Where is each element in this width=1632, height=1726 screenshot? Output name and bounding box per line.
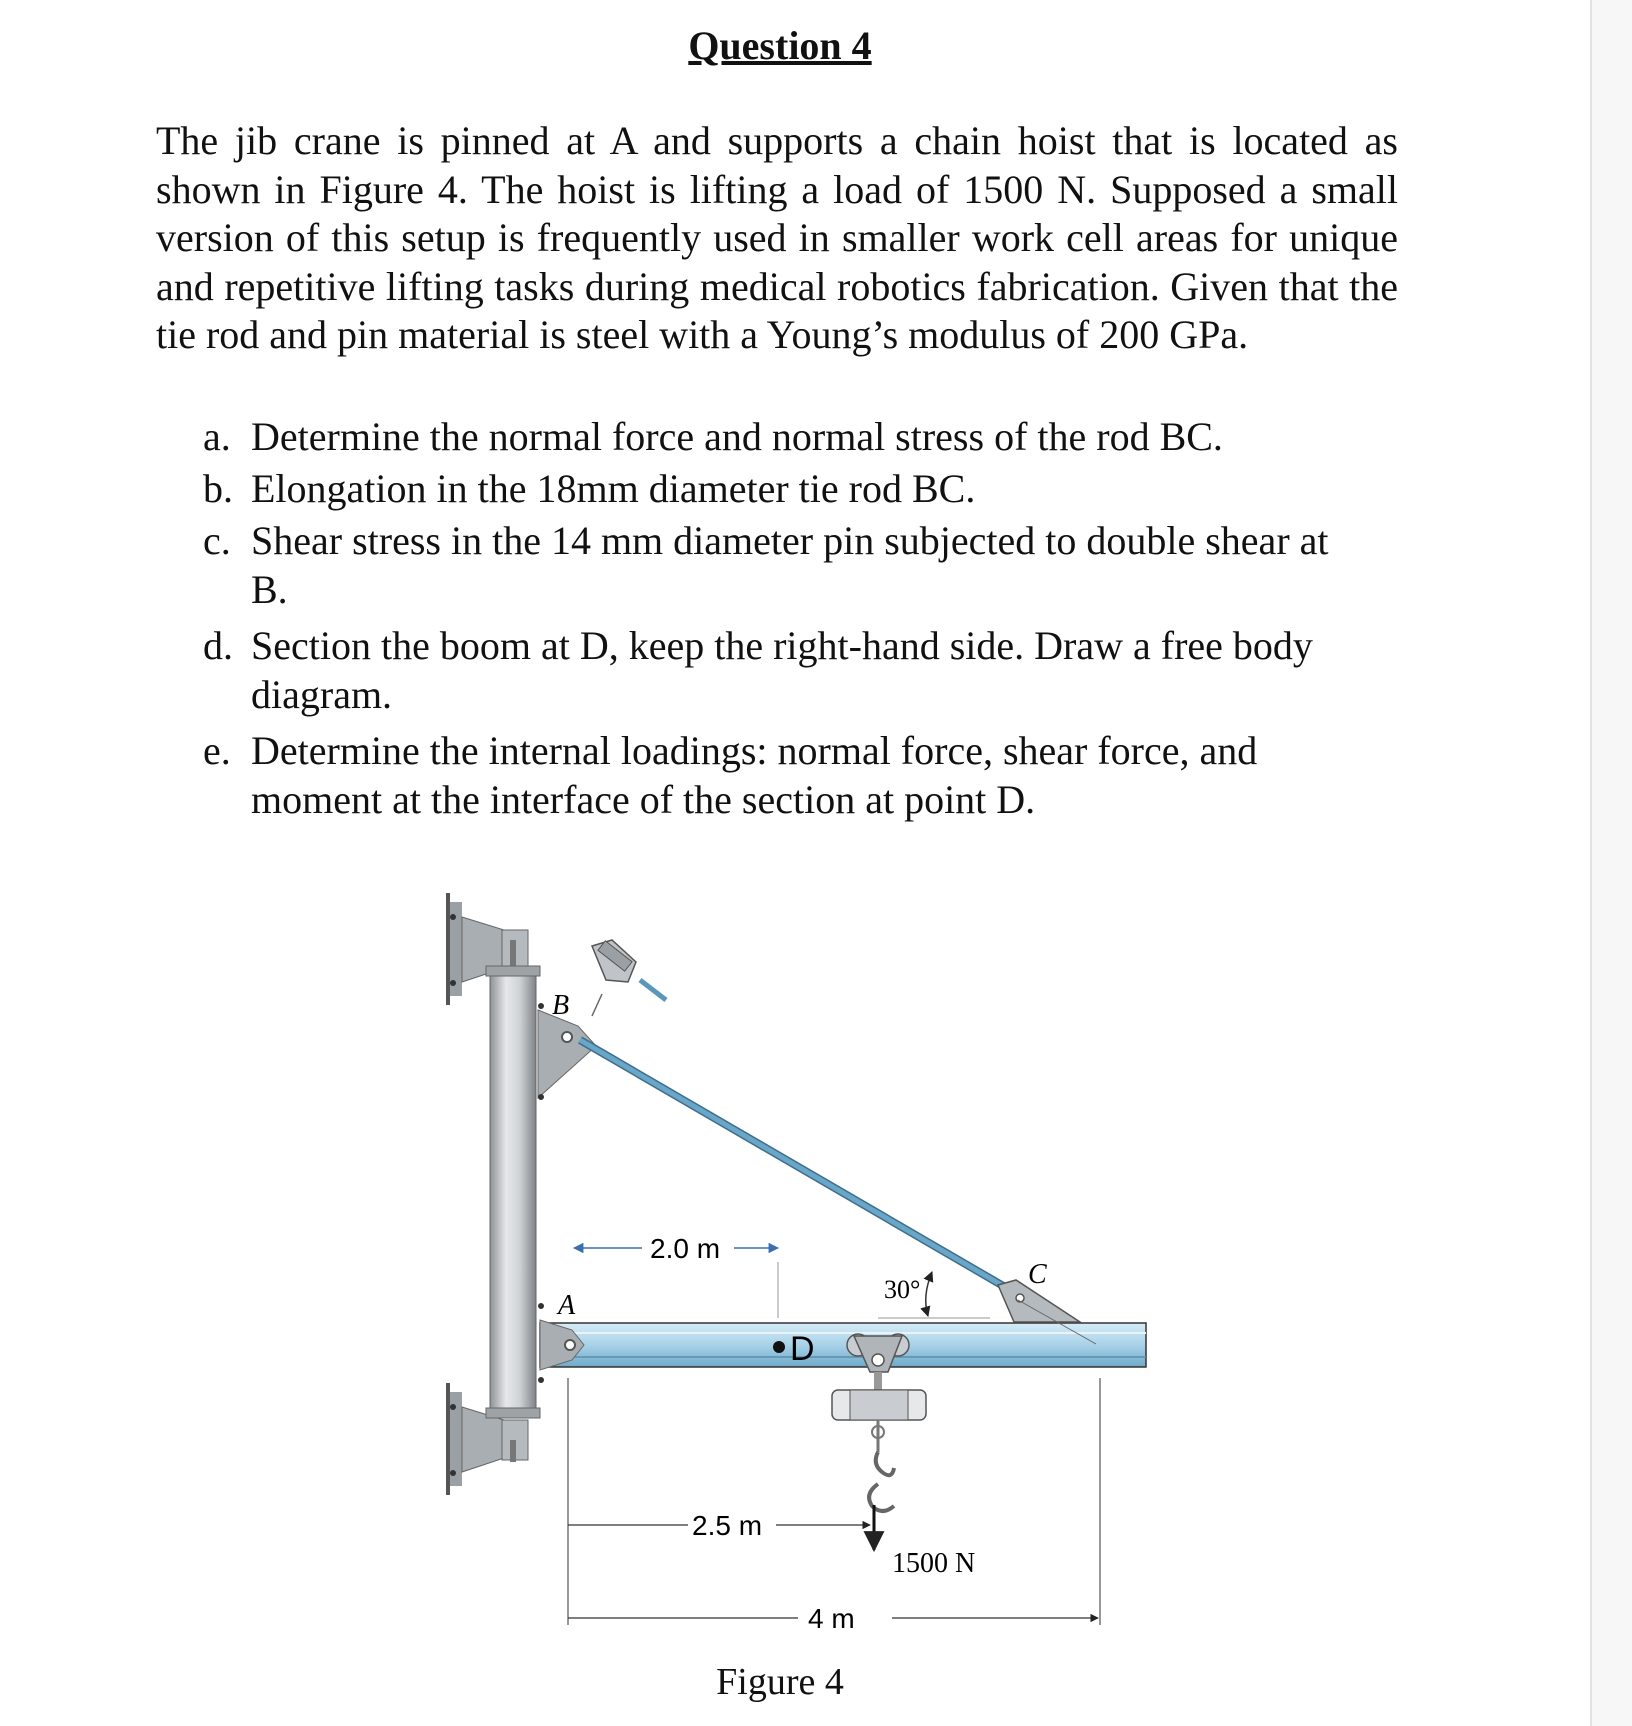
load-label: 1500 N — [892, 1548, 976, 1579]
question-title: Question 4 — [688, 23, 872, 68]
crane-column — [486, 940, 540, 1462]
item-label: e. — [203, 728, 231, 773]
angle-label: 30° — [884, 1275, 921, 1304]
label-c: C — [1028, 1259, 1047, 1290]
item-label: b. — [203, 466, 233, 511]
dim-label-4: 4 m — [808, 1603, 855, 1634]
item-text-cont: B. — [251, 567, 288, 612]
item-label: c. — [203, 518, 231, 563]
rod-end-detail — [592, 940, 666, 1016]
item-text: Determine the normal force and normal stress of the rod BC. — [251, 414, 1223, 459]
item-label: a. — [203, 414, 231, 459]
boom — [540, 1323, 1146, 1367]
item-text-cont: diagram. — [251, 672, 393, 717]
label-d: D — [790, 1330, 815, 1368]
problem-statement: The jib crane is pinned at A and supports a chain hoist that is located as shown in Figure 4. The hoist is lifting a load of 1500 N. Supposed a small version of this setup is frequently used in smaller work cell areas for unique and repetitive lifting tasks during medical robotics fabrication. Given that the tie rod and pin material is steel with a Young’s modulus of 200 GPa. — [156, 118, 1398, 357]
dimension-2-5m — [568, 1378, 870, 1625]
item-text: Determine the internal loadings: normal force, shear force, and — [251, 728, 1258, 773]
label-a: A — [558, 1290, 576, 1321]
dim-label-2-5: 2.5 m — [692, 1510, 763, 1541]
item-text: Shear stress in the 14 mm diameter pin subjected to double shear at — [251, 518, 1329, 563]
item-text-cont: moment at the interface of the section at point D. — [251, 777, 1036, 822]
figure-caption: Figure 4 — [716, 1661, 844, 1703]
label-b: B — [552, 990, 570, 1021]
point-d-marker — [773, 1341, 785, 1353]
item-text: Section the boom at D, keep the right-hand side. Draw a free body — [251, 623, 1313, 668]
tie-rod-bc-highlight — [580, 1040, 1005, 1287]
dim-label-2-0: 2.0 m — [650, 1233, 721, 1264]
item-text: Elongation in the 18mm diameter tie rod BC. — [251, 466, 976, 511]
item-label: d. — [203, 623, 233, 668]
